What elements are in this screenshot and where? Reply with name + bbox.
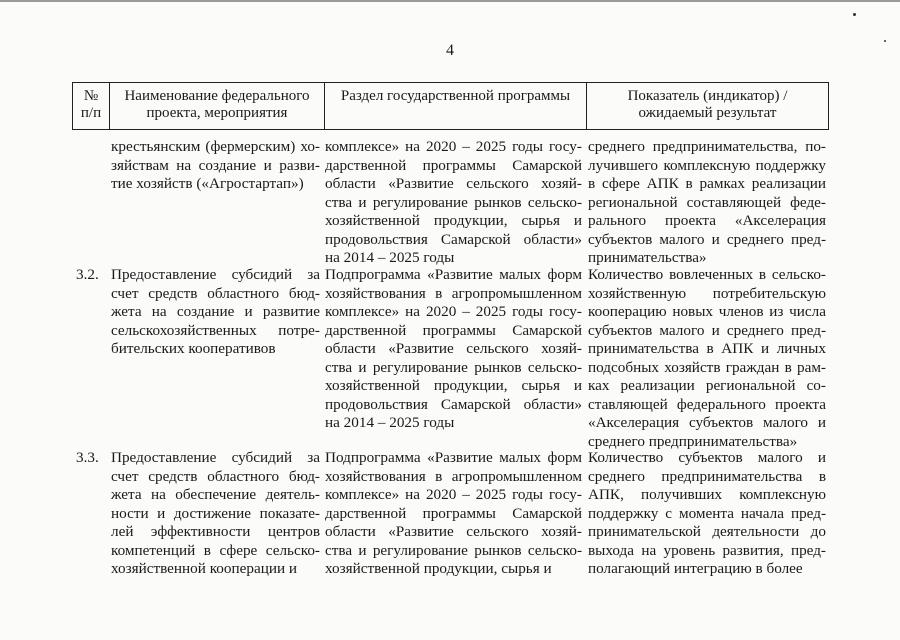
cell-line: ства и регулирование рынков сельско-: [325, 541, 582, 559]
cell-name: [111, 266, 320, 359]
cell-line: дарственной программы Самарской: [325, 156, 582, 174]
header-col-name: Наименование федерального проекта, мероприятия: [109, 83, 324, 129]
cell-line: подсобных хозяйств граждан в рам-: [588, 358, 826, 376]
cell-line: субъектов малого и среднего пред-: [588, 321, 826, 339]
cell-line: ности и достижение показате-: [111, 504, 320, 522]
cell-line: Предоставление субсидий за: [111, 266, 320, 283]
cell-line: тие хозяйств («Агростартап»): [111, 175, 304, 192]
cell-line: зяйствам на создание и разви-: [111, 156, 320, 174]
cell-name: [111, 449, 320, 579]
cell-line: хозяйственную потребительскую: [588, 284, 826, 302]
table-header: [72, 82, 829, 130]
cell-line: области «Развитие сельского хозяй-: [325, 523, 582, 540]
cell-line: ства и регулирование рынков сельско-: [325, 358, 582, 376]
cell-line: на 2014 – 2025 годы: [325, 249, 455, 266]
cell-line: региональной составляющей феде-: [588, 193, 826, 211]
page-number: 4: [446, 42, 454, 59]
cell-section: [325, 266, 582, 433]
header-col-section: Раздел государственной программы: [324, 83, 586, 129]
cell-indicator: [588, 449, 826, 579]
cell-line: принимательской деятельности до: [588, 523, 826, 540]
cell-section: [325, 138, 582, 268]
cell-line: ставляющей федерального проекта: [588, 395, 826, 413]
cell-line: области «Развитие сельского хозяй-: [325, 175, 582, 192]
cell-line: Подпрограмма «Развитие малых форм: [325, 449, 582, 466]
cell-line: Количество субъектов малого и: [588, 449, 826, 466]
cell-line: компетенций в сфере сельско-: [111, 541, 320, 559]
cell-line: крестьянским (фермерским) хо-: [111, 138, 320, 155]
scan-speck: [853, 13, 856, 16]
cell-line: счет средств областного бюд-: [111, 284, 320, 302]
cell-line: жета на создание и развитие: [111, 303, 320, 320]
cell-line: хозяйственной кооперации и: [111, 560, 298, 577]
cell-line: дарственной программы Самарской: [325, 504, 582, 522]
cell-line: на 2014 – 2025 годы: [325, 414, 455, 431]
cell-line: хозяйствования в агропромышленном: [325, 467, 582, 485]
cell-line: хозяйственной продукции, сырья и: [325, 212, 582, 229]
cell-line: области «Развитие сельского хозяй-: [325, 340, 582, 357]
cell-line: счет средств областного бюд-: [111, 467, 320, 485]
cell-line: хозяйствования в агропромышленном: [325, 284, 582, 302]
cell-line: ства и регулирование рынков сельско-: [325, 193, 582, 211]
cell-line: сельскохозяйственных потре-: [111, 321, 320, 339]
cell-line: бительских кооперативов: [111, 340, 276, 357]
cell-line: рального проекта «Акселерация: [588, 212, 826, 229]
cell-line: поддержку с момента начала пред-: [588, 504, 826, 522]
cell-line: жета на обеспечение деятель-: [111, 486, 320, 503]
cell-line: дарственной программы Самарской: [325, 321, 582, 339]
cell-line: лей эффективности центров: [111, 523, 320, 540]
cell-line: субъектов малого и среднего пред-: [588, 230, 826, 248]
cell-line: среднего предпринимательства в: [588, 467, 826, 485]
cell-line: полагающий интеграцию в более: [588, 560, 803, 577]
cell-name: [111, 138, 320, 194]
cell-line: среднего предпринимательства»: [588, 432, 798, 450]
cell-line: кооперацию новых членов из числа: [588, 303, 826, 320]
cell-section: [325, 449, 582, 579]
cell-line: комплексе» на 2020 – 2025 годы госу-: [325, 486, 582, 503]
header-col-number: № п/п: [80, 88, 102, 121]
cell-line: Подпрограмма «Развитие малых форм: [325, 266, 582, 283]
cell-line: принимательства в АПК и личных: [588, 340, 826, 357]
cell-indicator: [588, 266, 826, 451]
cell-line: среднего предпринимательства, по-: [588, 138, 826, 155]
scan-top-edge: [0, 0, 900, 2]
cell-line: АПК, получивших комплексную: [588, 486, 826, 503]
cell-line: комплексе» на 2020 – 2025 годы госу-: [325, 303, 582, 320]
cell-line: хозяйственной продукции, сырья и: [325, 560, 552, 577]
cell-line: «Акселерация субъектов малого и: [588, 414, 826, 431]
cell-line: хозяйственной продукции, сырья и: [325, 377, 582, 394]
cell-line: Количество вовлеченных в сельско-: [588, 266, 826, 283]
cell-line: принимательства»: [588, 249, 707, 266]
row-number: 3.3.: [76, 449, 99, 466]
cell-line: ках реализации региональной со-: [588, 377, 826, 394]
header-col-indicator: Показатель (индикатор) / ожидаемый результат: [586, 83, 828, 129]
cell-line: продовольствия Самарской области»: [325, 395, 582, 413]
cell-line: лучившего комплексную поддержку: [588, 156, 826, 174]
row-number: 3.2.: [76, 266, 99, 283]
cell-line: Предоставление субсидий за: [111, 449, 320, 466]
cell-line: комплексе» на 2020 – 2025 годы госу-: [325, 138, 582, 155]
cell-indicator: [588, 138, 826, 268]
cell-line: продовольствия Самарской области»: [325, 230, 582, 248]
cell-line: выхода на уровень развития, пред-: [588, 541, 826, 559]
cell-line: в сфере АПК в рамках реализации: [588, 175, 826, 192]
